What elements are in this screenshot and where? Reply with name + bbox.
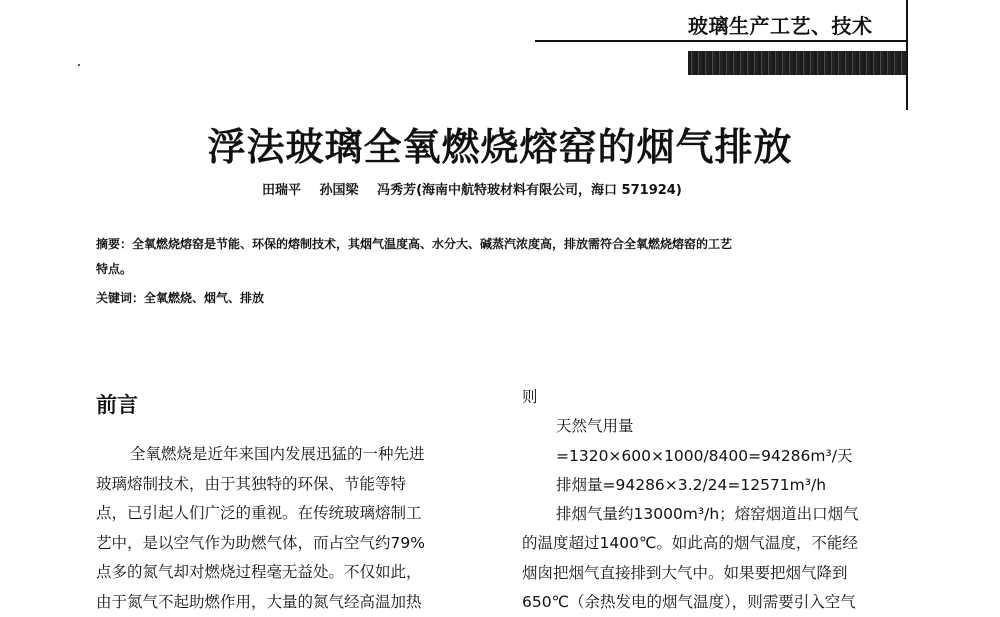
author-2: 孙国梁 bbox=[320, 183, 359, 198]
paragraph-line: 天然气用量 bbox=[522, 412, 922, 441]
keywords: 关键词：全氧燃烧、烟气、排放 bbox=[96, 289, 264, 306]
paragraph-line: 由于氮气不起助燃作用，大量的氮气经高温加热 bbox=[96, 588, 476, 617]
abstract-line: 特点。 bbox=[96, 257, 916, 282]
formula-line: 排烟量=94286×3.2/24=12571m³/h bbox=[522, 471, 922, 500]
scan-speck bbox=[78, 64, 80, 66]
paragraph-line: 全氧燃烧是近年来国内发展迅猛的一种先进 bbox=[96, 440, 476, 470]
left-column bbox=[96, 440, 476, 617]
right-column bbox=[522, 383, 922, 617]
paragraph-line: 排烟气量约13000m³/h；熔窑烟道出口烟气 bbox=[522, 500, 922, 529]
paper-title: 浮法玻璃全氧燃烧熔窑的烟气排放 bbox=[0, 116, 1000, 171]
paragraph-line: 玻璃熔制技术，由于其独特的环保、节能等特 bbox=[96, 470, 476, 500]
author-3-affiliation: 冯秀芳(海南中航特玻材料有限公司，海口 571924) bbox=[377, 183, 682, 198]
header-decorative-bar bbox=[688, 51, 908, 75]
abstract-line: 摘要：全氧燃烧熔窑是节能、环保的熔制技术，其烟气温度高、水分大、碱蒸汽浓度高，排放需符合全氧燃烧熔窑的工艺 bbox=[96, 232, 916, 257]
header-rule bbox=[535, 40, 907, 42]
paragraph-line: 艺中，是以空气作为助燃气体，而占空气约79% bbox=[96, 529, 476, 559]
formula-line: =1320×600×1000/8400=94286m³/天 bbox=[522, 442, 922, 471]
journal-section-label: 玻璃生产工艺、技术 bbox=[688, 10, 873, 39]
author-line bbox=[262, 179, 696, 198]
paragraph-line: 点，已引起人们广泛的重视。在传统玻璃熔制工 bbox=[96, 499, 476, 529]
paragraph-line: 650℃（余热发电的烟气温度），则需要引入空气 bbox=[522, 588, 922, 617]
paragraph-line: 烟囱把烟气直接排到大气中。如果要把烟气降到 bbox=[522, 559, 922, 588]
abstract bbox=[96, 232, 916, 282]
paragraph-line: 则 bbox=[522, 383, 922, 412]
section-heading: 前言 bbox=[96, 389, 138, 419]
paragraph-line: 的温度超过1400℃。如此高的烟气温度，不能经 bbox=[522, 529, 922, 558]
paragraph-line: 点多的氮气却对燃烧过程毫无益处。不仅如此， bbox=[96, 558, 476, 588]
author-1: 田瑞平 bbox=[262, 183, 301, 198]
